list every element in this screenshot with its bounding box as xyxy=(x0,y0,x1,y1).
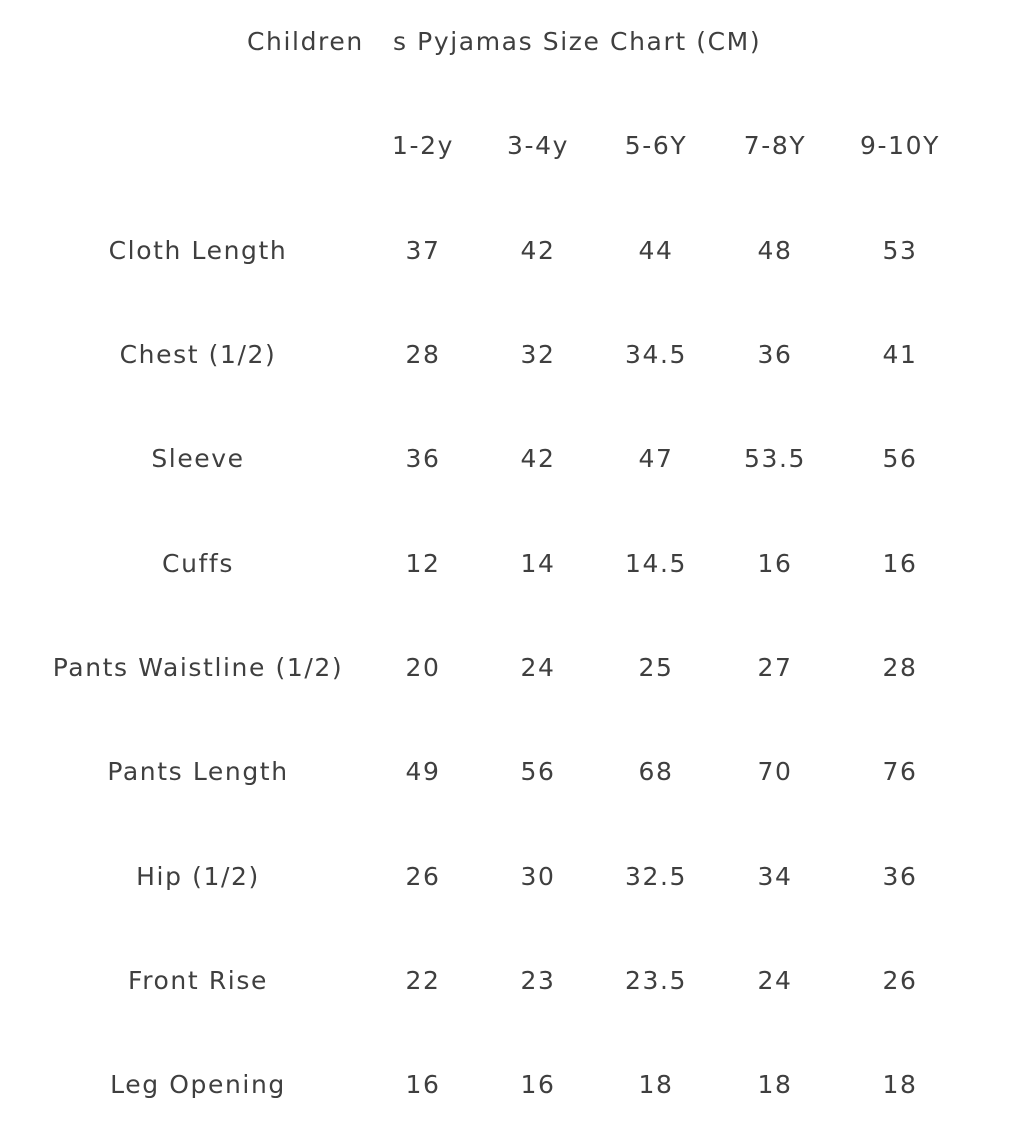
table-cell: 23 xyxy=(520,966,556,995)
table-cell: 23.5 xyxy=(624,966,688,995)
table-cell: 36 xyxy=(405,444,441,473)
row-label: Front Rise xyxy=(128,966,268,995)
table-cell: 12 xyxy=(405,549,441,578)
table-cell: 30 xyxy=(520,862,556,891)
table-row xyxy=(0,1065,1010,1105)
table-cell: 48 xyxy=(757,236,793,265)
table-cell: 53 xyxy=(882,236,918,265)
chart-title-part1: Children xyxy=(247,27,364,56)
row-label: Pants Waistline (1/2) xyxy=(52,653,344,682)
table-cell: 53.5 xyxy=(743,444,807,473)
size-header-row xyxy=(0,126,1010,166)
table-cell: 28 xyxy=(405,340,441,369)
table-cell: 32 xyxy=(520,340,556,369)
size-header: 9-10Y xyxy=(859,131,940,160)
table-row xyxy=(0,231,1010,271)
table-cell: 42 xyxy=(520,444,556,473)
table-cell: 36 xyxy=(882,862,918,891)
size-header: 5-6Y xyxy=(624,131,688,160)
table-cell: 47 xyxy=(638,444,674,473)
table-cell: 18 xyxy=(638,1070,674,1099)
row-label: Chest (1/2) xyxy=(119,340,277,369)
table-cell: 41 xyxy=(882,340,918,369)
table-cell: 25 xyxy=(638,653,674,682)
row-label: Cloth Length xyxy=(108,236,288,265)
table-cell: 16 xyxy=(520,1070,556,1099)
table-cell: 26 xyxy=(405,862,441,891)
table-cell: 34 xyxy=(757,862,793,891)
table-cell: 24 xyxy=(757,966,793,995)
table-row xyxy=(0,544,1010,584)
size-header: 7-8Y xyxy=(743,131,807,160)
table-row xyxy=(0,439,1010,479)
table-cell: 27 xyxy=(757,653,793,682)
table-cell: 44 xyxy=(638,236,674,265)
table-cell: 14.5 xyxy=(624,549,688,578)
table-cell: 42 xyxy=(520,236,556,265)
table-cell: 20 xyxy=(405,653,441,682)
table-cell: 56 xyxy=(520,757,556,786)
row-label: Sleeve xyxy=(151,444,245,473)
table-row xyxy=(0,752,1010,792)
table-row xyxy=(0,335,1010,375)
table-cell: 24 xyxy=(520,653,556,682)
table-cell: 18 xyxy=(882,1070,918,1099)
table-cell: 22 xyxy=(405,966,441,995)
table-cell: 28 xyxy=(882,653,918,682)
table-row xyxy=(0,648,1010,688)
chart-title xyxy=(0,22,1010,62)
chart-title-part2: s Pyjamas Size Chart (CM) xyxy=(393,27,762,56)
table-cell: 68 xyxy=(638,757,674,786)
row-label: Cuffs xyxy=(162,549,234,578)
table-cell: 36 xyxy=(757,340,793,369)
table-row xyxy=(0,961,1010,1001)
table-cell: 26 xyxy=(882,966,918,995)
table-cell: 49 xyxy=(405,757,441,786)
table-cell: 34.5 xyxy=(624,340,688,369)
table-cell: 18 xyxy=(757,1070,793,1099)
table-cell: 16 xyxy=(405,1070,441,1099)
row-label: Pants Length xyxy=(107,757,289,786)
table-cell: 16 xyxy=(757,549,793,578)
table-cell: 37 xyxy=(405,236,441,265)
row-label: Hip (1/2) xyxy=(136,862,260,891)
table-cell: 32.5 xyxy=(624,862,688,891)
row-label: Leg Opening xyxy=(110,1070,286,1099)
table-cell: 70 xyxy=(757,757,793,786)
size-header: 3-4y xyxy=(506,131,570,160)
table-cell: 56 xyxy=(882,444,918,473)
table-cell: 16 xyxy=(882,549,918,578)
table-row xyxy=(0,857,1010,897)
table-cell: 76 xyxy=(882,757,918,786)
size-header: 1-2y xyxy=(391,131,455,160)
table-cell: 14 xyxy=(520,549,556,578)
